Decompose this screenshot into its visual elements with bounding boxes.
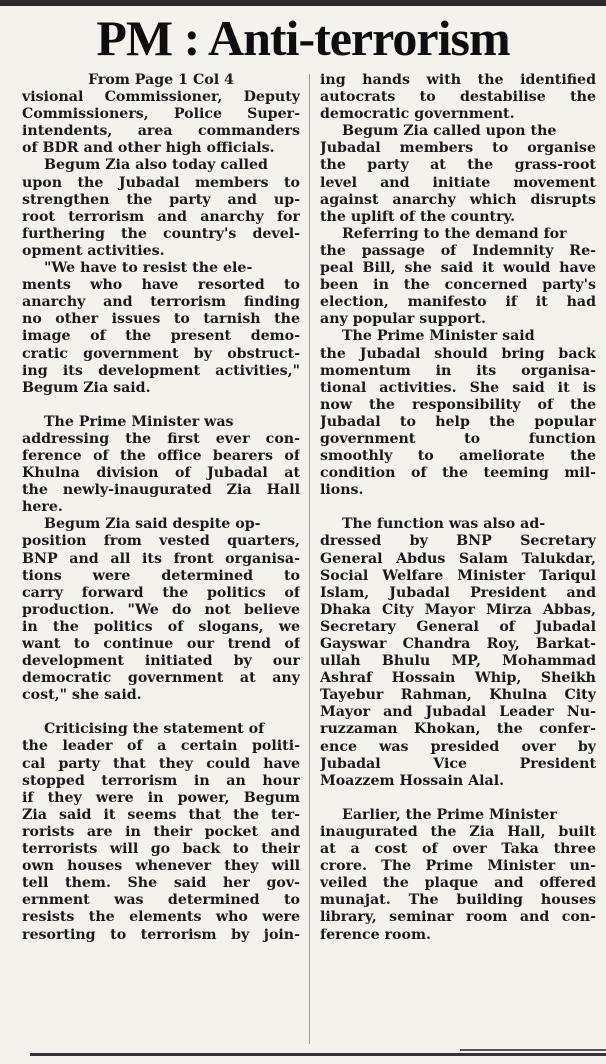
article-line: Commissioners, Police Super- [22, 106, 300, 123]
article-line: munajat. The building houses [320, 892, 596, 909]
article-line: Islam, Jubadal President and [320, 584, 596, 601]
article-line: smoothly to ameliorate the [320, 448, 596, 465]
article-line: ments who have resorted to [22, 277, 300, 294]
article-line: furthering the country's devel- [22, 225, 300, 242]
article-line: the passage of Indemnity Re- [320, 242, 596, 259]
article-line: Ashraf Hossain Whip, Sheikh [320, 670, 596, 687]
article-line: Khulna division of Jubadal at [22, 465, 300, 482]
article-line: Criticising the statement of [44, 721, 265, 738]
article-line: Begum Zia said despite op- [44, 516, 261, 533]
article-line: library, seminar room and con- [320, 909, 596, 926]
article-line: stopped terrorism in an hour [22, 772, 300, 789]
article-line: ing hands with the identified [320, 72, 596, 88]
article-line: inaugurated the Zia Hall, built [320, 823, 596, 840]
article-line: development initiated by our [22, 653, 300, 670]
article-line: anarchy and terrorism finding [22, 294, 300, 311]
article-line: visional Commissioner, Deputy [22, 89, 300, 106]
article-line: Earlier, the Prime Minister [342, 806, 557, 823]
article-line: want to continue our trend of [22, 636, 300, 652]
article-line: the party at the grass-root [320, 157, 596, 174]
article-line: tell them. She said her gov- [22, 875, 300, 892]
article-line: upon the Jubadal members to [22, 174, 300, 191]
article-line: strengthen the party and up- [22, 191, 300, 208]
article-line: Moazzem Hossain Alal. [320, 772, 505, 789]
article-line: From Page 1 Col 4 [88, 72, 234, 88]
article-line: Jubadal to help the popular [320, 413, 596, 430]
article-line: Zia said it seems that the ter- [22, 806, 300, 823]
article-line: autocrats to destabilise the [320, 89, 596, 106]
bottom-rule [30, 1053, 606, 1056]
article-line: ernment was determined to [22, 892, 300, 909]
article-line: the leader of a certain politi- [22, 738, 300, 755]
article-line: Referring to the demand for [342, 225, 567, 242]
article-line: been in the concerned party's [320, 277, 596, 294]
article-line: position from vested quarters, [22, 533, 300, 550]
article-line: momentum in its organisa- [320, 362, 596, 379]
article-line: ing its development activities," [22, 362, 300, 379]
paragraph-gap [22, 397, 300, 414]
article-line: root terrorism and anarchy for [22, 208, 300, 225]
article-line: Social Welfare Minister Tariqul [320, 567, 596, 584]
article-line: cost," she said. [22, 687, 142, 704]
article-line: Dhaka City Mayor Mirza Abbas, [320, 601, 596, 618]
article-line: the newly-inaugurated Zia Hall [22, 482, 300, 499]
article-line: here. [22, 499, 63, 516]
article-line: resorting to terrorism by join- [22, 926, 300, 943]
article-line: tional activities. She said it is [320, 379, 596, 396]
column-divider [309, 74, 310, 1044]
article-line: any popular support. [320, 311, 486, 328]
article-line: Begum Zia said. [22, 379, 151, 396]
article-line: rorists are in their pocket and [22, 823, 300, 840]
bottom-rule-short [460, 1049, 606, 1051]
article-line: at a cost of over Taka three [320, 841, 596, 858]
article-line: Mayor and Jubadal Leader Nu- [320, 704, 596, 721]
article-line: production. "We do not believe [22, 601, 300, 618]
paragraph-gap [320, 790, 596, 807]
headline: PM : Anti-terrorism [96, 10, 510, 66]
article-line: cratic government by obstruct- [22, 345, 300, 362]
article-line: Jubadal Vice President [320, 755, 596, 772]
article-line: democratic government. [320, 106, 515, 123]
article-line: ullah Bhulu MP, Mohammad [320, 653, 596, 670]
article-line: ruzzaman Khokan, the confer- [320, 721, 596, 738]
article-line: ence was presided over by [320, 738, 596, 755]
article-line: of BDR and other high officials. [22, 140, 275, 157]
article-line: intendents, area commanders [22, 123, 300, 140]
article-line: "We have to resist the ele- [44, 260, 253, 277]
article-line: election, manifesto if it had [320, 294, 596, 311]
article-column-left [22, 72, 300, 944]
article-line: image of the present demo- [22, 328, 300, 345]
article-line: condition of the teeming mil- [320, 465, 596, 482]
article-line: Tayebur Rahman, Khulna City [320, 687, 596, 704]
article-line: Begum Zia also today called [44, 157, 268, 174]
article-line: Gayswar Chandra Roy, Barkat- [320, 636, 596, 652]
article-line: The Prime Minister was [44, 413, 234, 430]
article-line: The function was also ad- [342, 516, 546, 533]
article-column-right [320, 72, 596, 944]
article-line: lions. [320, 482, 364, 499]
article-line: cal party that they could have [22, 755, 300, 772]
article-line: ference room. [320, 926, 431, 943]
paragraph-gap [320, 499, 596, 516]
article-line: now the responsibility of the [320, 396, 596, 413]
article-line: dressed by BNP Secretary [320, 533, 596, 550]
article-line: peal Bill, she said it would have [320, 260, 596, 277]
paragraph-gap [22, 704, 300, 721]
article-line: government to function [320, 430, 596, 447]
article-line: carry forward the politics of [22, 584, 300, 601]
article-line: no other issues to tarnish the [22, 311, 300, 328]
article-line: addressing the first ever con- [22, 430, 300, 447]
article-line: crore. The Prime Minister un- [320, 858, 596, 875]
article-line: against anarchy which disrupts [320, 191, 596, 208]
article-line: veiled the plaque and offered [320, 875, 596, 892]
article-line: level and initiate movement [320, 174, 596, 191]
article-line: The Prime Minister said [342, 328, 535, 345]
article-line: Begum Zia called upon the [342, 123, 557, 140]
article-line: the uplift of the country. [320, 208, 516, 225]
article-line: the Jubadal should bring back [320, 345, 596, 362]
article-line: tions were determined to [22, 567, 300, 584]
article-line: General Abdus Salam Talukdar, [320, 550, 596, 567]
top-rule [0, 0, 606, 6]
article-line: BNP and all its front organisa- [22, 550, 300, 567]
article-line: Secretary General of Jubadal [320, 618, 596, 635]
article-line: resists the elements who were [22, 909, 300, 926]
article-line: terrorists will go back to their [22, 841, 300, 858]
article-line: democratic government at any [22, 670, 300, 687]
article-line: if they were in power, Begum [22, 789, 300, 806]
article-line: own houses whenever they will [22, 858, 300, 875]
article-line: ference of the office bearers of [22, 447, 300, 464]
article-line: in the politics of slogans, we [22, 618, 300, 635]
article-line: Jubadal members to organise [320, 140, 596, 157]
article-line: opment activities. [22, 242, 165, 259]
